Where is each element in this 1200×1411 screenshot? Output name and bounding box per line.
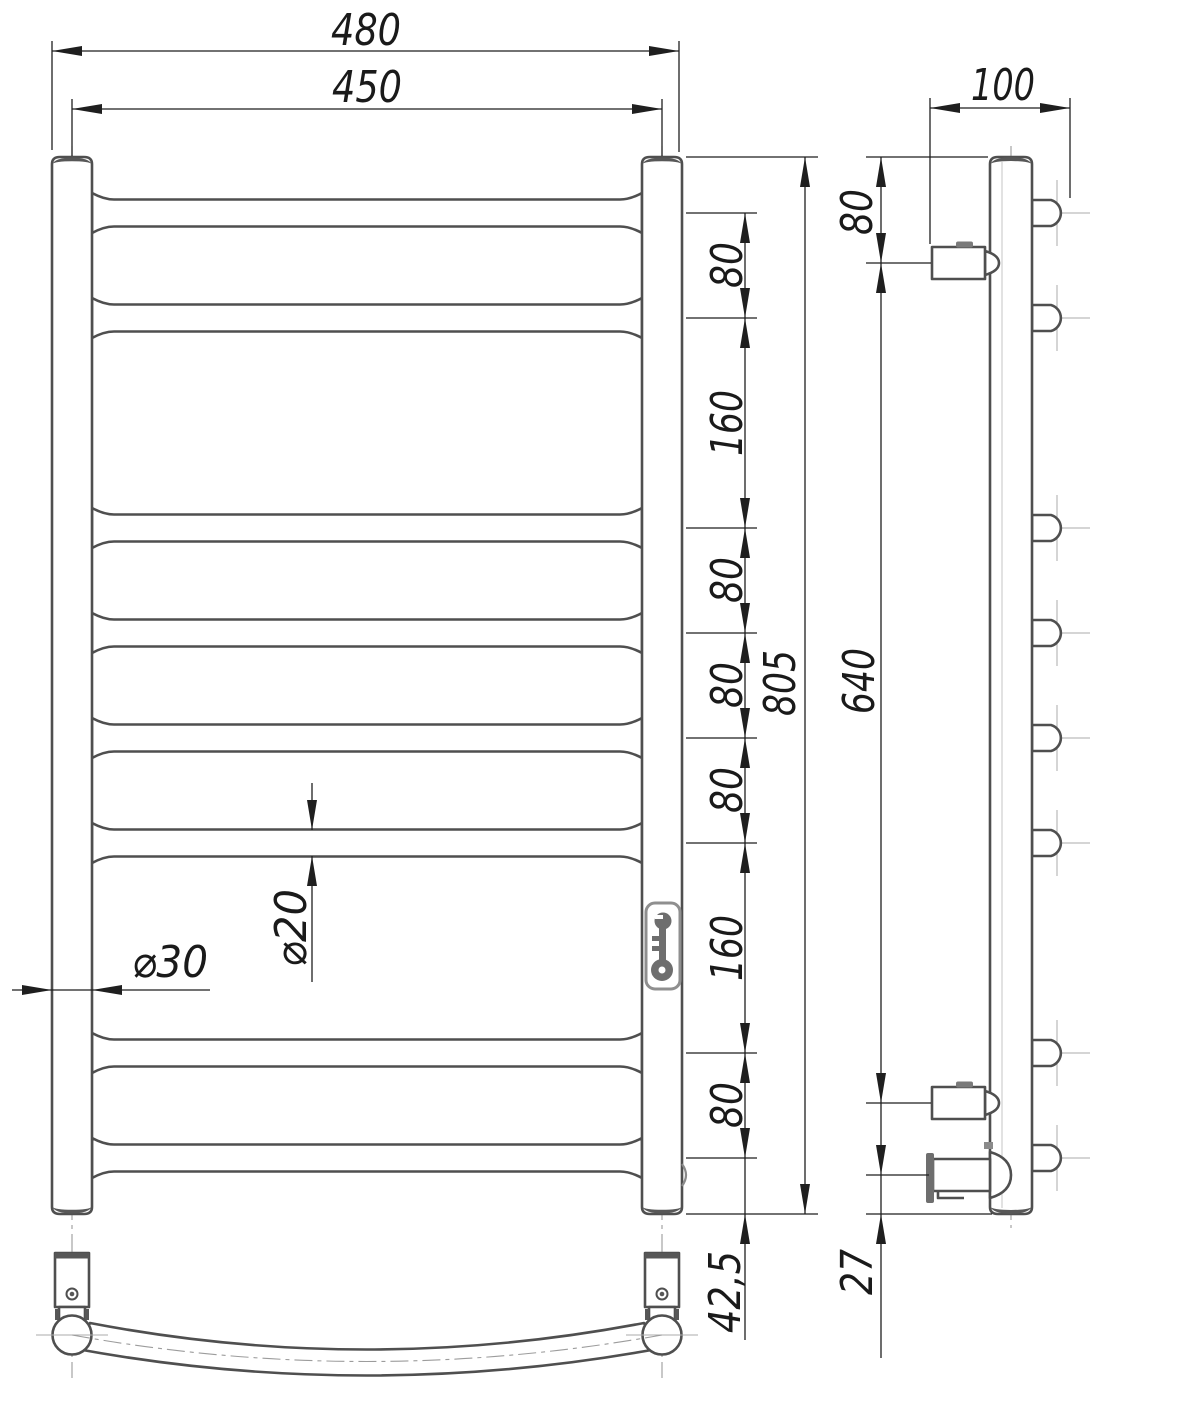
rung-1 <box>92 193 642 233</box>
rung-3 <box>92 508 642 548</box>
dim-label-spacing-1: 80 <box>702 232 753 288</box>
dim-overall-height <box>755 157 810 1214</box>
dim-rung-diameter <box>266 783 317 982</box>
front-post-left <box>52 157 92 1214</box>
rung-7 <box>92 1033 642 1073</box>
rung-5 <box>92 718 642 758</box>
dim-label-d30: ⌀30 <box>132 937 208 988</box>
dim-rung-spacing-chain <box>700 213 753 1340</box>
side-post <box>990 157 1032 1214</box>
bottom-bracket-left <box>55 1253 89 1320</box>
dim-label-spacing-3: 80 <box>702 547 753 603</box>
dim-label-80-side: 80 <box>832 179 883 235</box>
dim-label-640: 640 <box>834 630 885 714</box>
dim-label-450: 450 <box>332 62 402 113</box>
rung-8 <box>92 1138 642 1178</box>
bottom-bracket-right <box>645 1253 679 1320</box>
dim-label-spacing-7: 80 <box>702 1072 753 1128</box>
dim-label-805: 805 <box>755 632 806 716</box>
rung-6 <box>92 823 642 863</box>
front-post-right <box>642 157 682 1214</box>
dim-label-spacing-5: 80 <box>702 757 753 813</box>
dim-label-27: 27 <box>832 1239 883 1295</box>
side-view <box>926 146 1090 1228</box>
dim-label-spacing-2: 160 <box>702 372 753 456</box>
dim-label-spacing-6: 160 <box>702 897 753 981</box>
brand-logo-badge <box>646 903 680 989</box>
bottom-view <box>36 1253 698 1376</box>
rung-2 <box>92 298 642 338</box>
dim-label-100: 100 <box>971 60 1035 111</box>
curved-rung-arc <box>77 1323 657 1376</box>
dim-rung-width <box>72 62 662 156</box>
front-view <box>52 146 686 1378</box>
dim-label-spacing-4: 80 <box>702 652 753 708</box>
dim-label-d20: ⌀20 <box>266 884 317 967</box>
dim-post-diameter <box>12 937 210 995</box>
dim-side-chain <box>832 157 886 1358</box>
dim-label-480: 480 <box>331 5 401 56</box>
rung-4 <box>92 613 642 653</box>
dim-label-42-5: 42,5 <box>700 1235 751 1333</box>
front-rungs <box>92 193 642 1178</box>
